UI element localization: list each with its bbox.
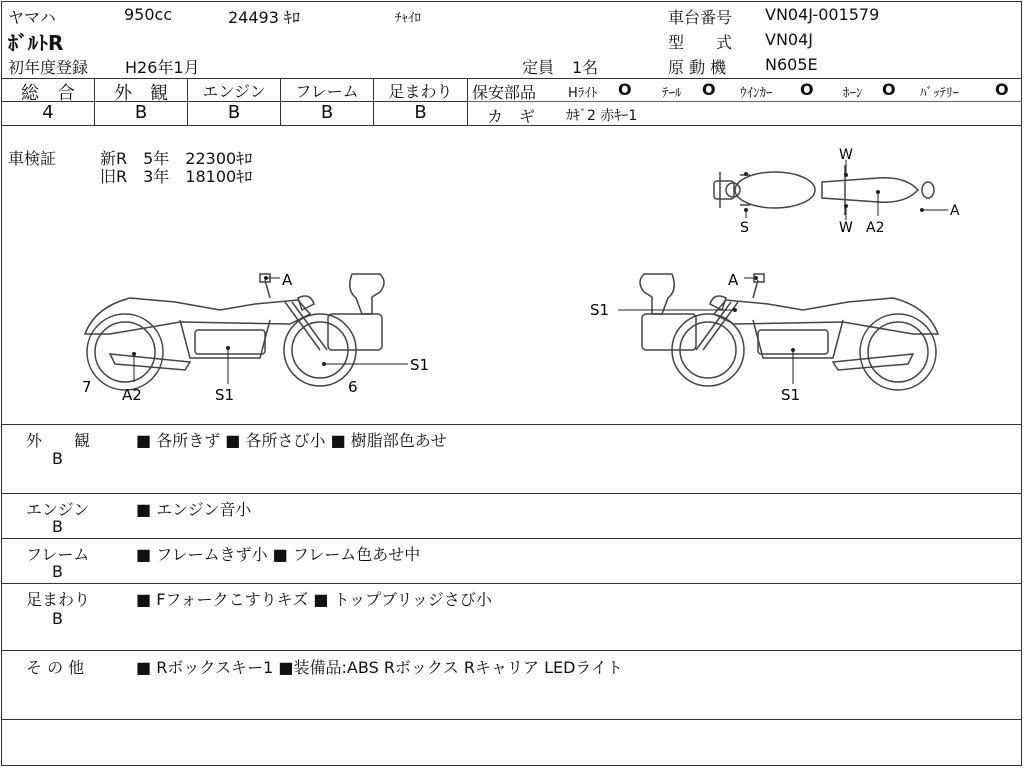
engine-value: N605E [765,55,818,74]
type-label: 型 式 [668,33,733,52]
detail-engine-text: ■ エンジン音小 [136,500,252,519]
grade-suspension-label: 足まわり [388,82,453,101]
safety-battery-mark: O [995,80,1009,99]
key-value: ｶｷﾞ2 赤ｷｰ1 [566,108,638,124]
left-label-6: 6 [348,378,358,396]
top-label-w: W [839,147,853,163]
safety-label: 保安部品 [472,83,537,102]
safety-tail: ﾃｰﾙ [662,86,682,101]
detail-other-text: ■ Rボックスキー1 ■装備品:ABS Rボックス Rキャリア LEDライト [136,658,623,677]
detail-frame-grade: B [52,562,63,581]
detail-frame-title: フレーム [26,545,90,564]
mileage: 24493 ｷﾛ [228,8,300,27]
frame-no-value: VN04J-001579 [765,5,880,24]
divider [467,101,1022,102]
grade-engine-label: エンジン [202,82,266,101]
detail-exterior-text: ■ 各所きず ■ 各所さび小 ■ 樹脂部色あせ [136,431,447,450]
right-label-s1: S1 [781,386,801,404]
divider [1,583,1022,584]
grade-engine-value: B [227,102,241,123]
detail-exterior-grade: B [52,449,63,468]
type-value: VN04J [765,30,813,49]
grade-suspension-value: B [414,102,427,123]
detail-exterior-title: 外 観 [26,431,91,450]
capacity-value: 1名 [572,58,599,77]
detail-suspension-text: ■ Fフォークこすりキズ ■ トップブリッジさび小 [136,590,492,609]
right-label-a: A [728,271,739,289]
frame-no-label: 車台番号 [668,8,733,27]
key-label: カ ギ [487,107,536,126]
safety-winker: ｳｲﾝｶｰ [740,86,773,101]
top-label-w-bottom: W [839,220,853,236]
grade-total-value: 4 [42,102,54,123]
engine-label: 原 動 機 [668,58,727,77]
safety-horn-mark: O [882,80,896,99]
safety-headlight: Hﾗｲﾄ [568,86,598,101]
left-label-s1: S1 [215,386,235,404]
detail-suspension-title: 足まわり [26,590,91,609]
inspection-new: 新R 5年 22300ｷﾛ [100,149,253,168]
detail-other-title: そ の 他 [26,658,85,677]
detail-frame-text: ■ フレームきず小 ■ フレーム色あせ中 [136,545,421,564]
safety-headlight-mark: O [618,80,632,99]
divider [1,493,1022,494]
divider [1,719,1022,720]
detail-engine-grade: B [52,517,63,536]
divider [1,538,1022,539]
remark: ﾁｬｲﾛ [395,11,421,26]
displacement: 950cc [124,5,173,24]
top-label-a2: A2 [866,220,885,236]
right-label-s1-left: S1 [590,301,610,319]
model-name: ﾎﾞﾙﾄR [8,31,64,55]
left-label-7: 7 [82,378,92,396]
capacity-label: 定員 [522,58,555,77]
bike-left-view-diagram [70,262,440,410]
grade-frame-label: フレーム [295,82,359,101]
inspection-old: 旧R 3年 18100ｷﾛ [100,167,253,186]
top-label-s: S [740,220,749,236]
safety-winker-mark: O [800,80,814,99]
first-reg-value: H26年1月 [125,58,200,77]
grade-total-label: 総 合 [21,83,75,104]
first-reg-label: 初年度登録 [8,58,89,77]
divider [467,78,468,125]
top-label-a: A [950,203,960,219]
safety-battery: ﾊﾞｯﾃﾘｰ [920,86,959,101]
detail-suspension-grade: B [52,609,63,628]
inspection-label: 車検証 [8,149,57,168]
grade-frame-value: B [320,102,334,123]
grade-exterior-label: 外 観 [114,83,168,104]
grade-exterior-value: B [134,102,148,123]
safety-tail-mark: O [702,80,716,99]
detail-engine-title: エンジン [26,500,90,519]
bike-top-view-diagram [700,140,980,240]
left-label-a: A [282,271,293,289]
divider [1,424,1022,425]
divider [1,650,1022,651]
bike-right-view-diagram [588,262,948,410]
safety-horn: ﾎｰﾝ [843,86,863,101]
maker: ヤマハ [8,8,56,27]
left-label-s1-right: S1 [410,356,430,374]
left-label-a2: A2 [122,386,142,404]
